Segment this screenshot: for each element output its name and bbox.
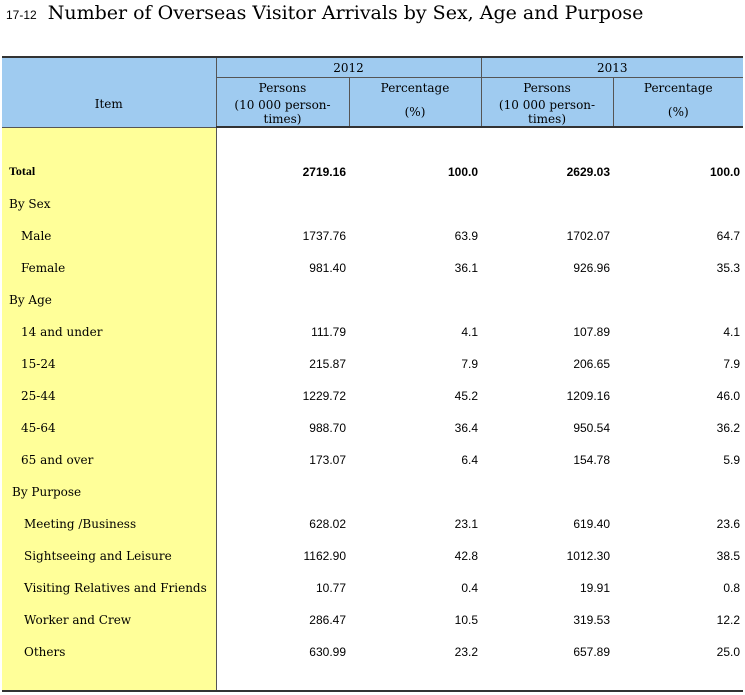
- percentage-2013: 4.1: [723, 324, 741, 339]
- persons-2012: 1737.76: [302, 228, 346, 243]
- row-label: 25-44: [2, 380, 216, 412]
- percentage-2012: 36.4: [454, 420, 479, 435]
- persons-2013: 154.78: [573, 452, 611, 467]
- percentage-2012-header: Percentage: [349, 78, 481, 99]
- percentage-2013: 23.6: [716, 516, 741, 531]
- percentage-2012: 6.4: [461, 452, 479, 467]
- percentage-2013: 25.0: [716, 644, 741, 659]
- percentage-2012: 10.5: [454, 612, 479, 627]
- persons-2013: 657.89: [573, 644, 611, 659]
- table-row: [2, 636, 743, 668]
- percentage-2013: 0.8: [723, 580, 741, 595]
- percentage-2013: 38.5: [716, 548, 741, 563]
- persons-2013: 319.53: [573, 612, 611, 627]
- persons-2012: 2719.16: [302, 164, 346, 179]
- row-label: Sightseeing and Leisure: [2, 540, 216, 572]
- persons-2013: 926.96: [573, 260, 611, 275]
- persons-2012: 111.79: [311, 324, 346, 339]
- table-row: [2, 316, 743, 348]
- percentage-2013: 35.3: [716, 260, 741, 275]
- row-label: 45-64: [2, 412, 216, 444]
- item-column-header: Item: [2, 57, 216, 127]
- table-row: [2, 380, 743, 412]
- persons-2012: 10.77: [315, 580, 346, 595]
- group-row-age: [2, 284, 743, 316]
- persons-2013: 206.65: [573, 356, 611, 371]
- table-number: 17-12: [6, 8, 37, 22]
- persons-2012: 215.87: [309, 356, 346, 371]
- group-label: By Purpose: [2, 476, 216, 508]
- row-label: Meeting /Business: [2, 508, 216, 540]
- persons-2013: 2629.03: [566, 164, 611, 179]
- persons-2012: 988.70: [309, 420, 346, 435]
- spacer-cell: [2, 668, 216, 691]
- page-title: [6, 2, 643, 24]
- table-row: [2, 252, 743, 284]
- persons-2013: 1209.16: [566, 388, 611, 403]
- table-row: [2, 220, 743, 252]
- percentage-2013: 5.9: [723, 452, 741, 467]
- persons-2013: 107.89: [573, 324, 611, 339]
- percentage-2013-header: Percentage: [613, 78, 743, 99]
- persons-2012: 1162.90: [303, 548, 346, 563]
- table-row: [2, 604, 743, 636]
- percentage-2013: 64.7: [716, 228, 741, 243]
- persons-2012: 981.40: [309, 260, 346, 275]
- year-2012-header: 2012: [216, 57, 481, 78]
- row-label: Others: [2, 636, 216, 668]
- table-row: [2, 412, 743, 444]
- percentage-2012: 7.9: [461, 356, 479, 371]
- spacer-cell: [2, 127, 216, 156]
- row-label: 65 and over: [2, 444, 216, 476]
- percentage-2013: 46.0: [716, 388, 741, 403]
- persons-2012-unit: (10 000 person-times): [216, 98, 349, 127]
- group-row-sex: [2, 188, 743, 220]
- table-row-total: [2, 156, 743, 188]
- visitor-arrivals-table: [2, 56, 743, 692]
- row-label: Male: [2, 220, 216, 252]
- row-label: 15-24: [2, 348, 216, 380]
- persons-2013-header: Persons: [481, 78, 613, 99]
- percentage-2013: 12.2: [716, 612, 741, 627]
- percentage-2012: 0.4: [461, 580, 479, 595]
- persons-2013: 619.40: [573, 516, 611, 531]
- table-row: [2, 348, 743, 380]
- table-row: [2, 572, 743, 604]
- percentage-2013: 7.9: [723, 356, 741, 371]
- percentage-2012: 45.2: [454, 388, 479, 403]
- percentage-2012: 4.1: [461, 324, 479, 339]
- table-title: Number of Overseas Visitor Arrivals by Sex, Age and Purpose: [47, 2, 644, 24]
- percentage-2012: 100.0: [447, 164, 479, 179]
- percentage-2012: 23.1: [454, 516, 479, 531]
- persons-2013: 19.91: [579, 580, 611, 595]
- persons-2012: 173.07: [309, 452, 346, 467]
- percentage-2013: 36.2: [716, 420, 741, 435]
- year-2013-header: 2013: [481, 57, 743, 78]
- persons-2012: 286.47: [309, 612, 346, 627]
- row-label: Total: [2, 156, 216, 188]
- table-row: [2, 540, 743, 572]
- percentage-2012-unit: (%): [349, 98, 481, 127]
- row-label: Visiting Relatives and Friends: [2, 572, 216, 604]
- group-label: By Age: [2, 284, 216, 316]
- persons-2012-header: Persons: [216, 78, 349, 99]
- table-row: [2, 444, 743, 476]
- persons-2012: 630.99: [309, 644, 346, 659]
- row-label: 14 and under: [2, 316, 216, 348]
- percentage-2013-unit: (%): [613, 98, 743, 127]
- percentage-2012: 63.9: [454, 228, 479, 243]
- percentage-2012: 36.1: [454, 260, 479, 275]
- row-label: Worker and Crew: [2, 604, 216, 636]
- persons-2013: 1012.30: [566, 548, 611, 563]
- percentage-2012: 23.2: [454, 644, 479, 659]
- persons-2012: 1229.72: [302, 388, 346, 403]
- percentage-2012: 42.8: [454, 548, 479, 563]
- table-row: [2, 508, 743, 540]
- row-label: Female: [2, 252, 216, 284]
- percentage-2013: 100.0: [710, 164, 741, 179]
- persons-2013: 1702.07: [566, 228, 611, 243]
- persons-2012: 628.02: [309, 516, 346, 531]
- group-row-purpose: [2, 476, 743, 508]
- group-label: By Sex: [2, 188, 216, 220]
- persons-2013-unit: (10 000 person-times): [481, 98, 613, 127]
- persons-2013: 950.54: [573, 420, 611, 435]
